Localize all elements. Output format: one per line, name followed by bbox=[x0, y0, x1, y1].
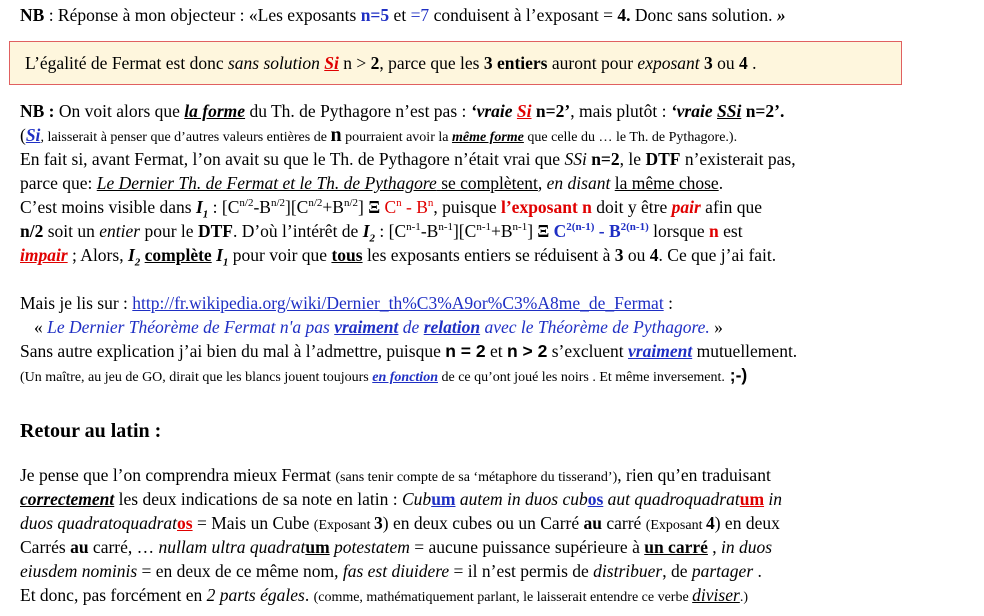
nb-objecteur-line bbox=[20, 4, 786, 26]
text: eiusdem nominis bbox=[20, 561, 138, 581]
text: n > bbox=[338, 53, 371, 73]
text: n-1 bbox=[406, 221, 421, 234]
text-line bbox=[20, 340, 797, 362]
text: n/2 bbox=[239, 197, 254, 210]
text: ) bbox=[714, 513, 721, 533]
text-line bbox=[20, 148, 796, 170]
text: , le bbox=[619, 149, 646, 169]
text: , rien qu’en traduisant bbox=[617, 465, 771, 485]
fermat-conclusion-box bbox=[9, 41, 902, 85]
text: = aucune puissance supérieure à bbox=[409, 537, 645, 557]
text: l’exposant n bbox=[500, 197, 592, 217]
text: pour voir que bbox=[228, 245, 332, 265]
text: ) bbox=[382, 513, 389, 533]
text: ‘vraie bbox=[470, 101, 517, 121]
text: I bbox=[127, 245, 135, 265]
text: On voit alors que bbox=[54, 101, 185, 121]
text-line bbox=[20, 512, 780, 537]
text: ou bbox=[712, 53, 740, 73]
text: Le Dernier Théorème de Fermat n'a pas bbox=[47, 317, 335, 337]
text: n=5 bbox=[360, 5, 390, 25]
text: n bbox=[330, 124, 342, 146]
text: n bbox=[427, 197, 434, 210]
text: 2 parts égales bbox=[206, 585, 305, 605]
text: (Un maître, au jeu de GO, dirait que les blancs jouent toujours bbox=[20, 370, 373, 385]
text: ][C bbox=[285, 197, 309, 217]
text: n=2’ bbox=[531, 101, 571, 121]
text: - B bbox=[401, 197, 428, 217]
text: correctement bbox=[20, 489, 115, 509]
text: pour le bbox=[140, 221, 198, 241]
nb-label: NB : bbox=[20, 101, 55, 121]
text-line bbox=[20, 536, 772, 558]
text: 2 bbox=[370, 53, 380, 73]
text: : bbox=[663, 293, 673, 313]
text: L’égalité de Fermat est donc bbox=[25, 53, 228, 73]
text-line bbox=[20, 244, 777, 269]
text: : Réponse à mon objecteur : «Les exposants bbox=[44, 5, 361, 25]
text: SSi bbox=[717, 101, 742, 121]
text: potestatem bbox=[329, 537, 410, 557]
text: 3 bbox=[614, 245, 624, 265]
text: , en disant bbox=[537, 173, 615, 193]
text: autem in duos cub bbox=[455, 489, 588, 509]
text: n = 2 bbox=[445, 341, 486, 361]
text: Et donc, pas forcément en bbox=[20, 585, 207, 605]
text: ou bbox=[623, 245, 650, 265]
section-heading: Retour au latin : bbox=[20, 420, 162, 442]
text: 4. bbox=[617, 5, 631, 25]
text: = il n’est permis de bbox=[449, 561, 594, 581]
text: (Exposant bbox=[645, 518, 706, 533]
text: de bbox=[398, 317, 424, 337]
text: ( bbox=[20, 125, 26, 145]
text: +B bbox=[322, 197, 344, 217]
text: Si bbox=[324, 53, 339, 73]
text: les exposants entiers se réduisent à bbox=[362, 245, 615, 265]
text: Si bbox=[25, 125, 41, 145]
text: I bbox=[216, 245, 223, 265]
text: impair bbox=[20, 245, 68, 265]
text-line bbox=[20, 488, 782, 510]
text: complète bbox=[144, 245, 212, 265]
nb-pythagore-line bbox=[20, 100, 784, 122]
text: 3 entiers bbox=[483, 53, 548, 73]
text: » bbox=[772, 5, 786, 25]
text: conduisent à l’exposant = bbox=[429, 5, 618, 25]
text: os bbox=[587, 489, 604, 509]
text: 3 bbox=[374, 513, 383, 533]
text: Carrés bbox=[20, 537, 71, 557]
text: n/2 bbox=[343, 197, 359, 210]
text: entier bbox=[99, 221, 141, 241]
text: les deux indications de sa note en latin : bbox=[114, 489, 402, 509]
text: , puisque bbox=[433, 197, 501, 217]
text: 2(n-1) bbox=[566, 221, 595, 234]
text-line bbox=[20, 584, 748, 609]
equivalence-symbol: Ξ bbox=[368, 197, 381, 217]
text: = Mais un Cube bbox=[192, 513, 314, 533]
quote-line bbox=[34, 316, 723, 338]
text: distribuer bbox=[593, 561, 663, 581]
text: +B bbox=[490, 221, 513, 241]
text: n/2 bbox=[270, 197, 286, 210]
text: 2 bbox=[369, 232, 376, 245]
text: sans solution bbox=[227, 53, 325, 73]
text: in duos bbox=[721, 537, 773, 557]
wikipedia-link[interactable]: http://fr.wikipedia.org/wiki/Dernier_th%C3%A9or%C3%A8me_de_Fermat bbox=[132, 293, 664, 313]
text: n’existerait pas, bbox=[680, 149, 796, 169]
text: Mais je lis sur : bbox=[20, 293, 133, 313]
text: n bbox=[709, 221, 719, 241]
text: , bbox=[707, 537, 722, 557]
text: « bbox=[34, 317, 48, 337]
text: C bbox=[549, 221, 567, 241]
text: 2 bbox=[134, 256, 141, 269]
text: partager bbox=[691, 561, 754, 581]
text: 4 bbox=[739, 53, 748, 73]
text: . D’où l’intérêt de bbox=[232, 221, 363, 241]
text: avec le Théorème de Pythagore. bbox=[480, 317, 710, 337]
text: 1 bbox=[222, 256, 229, 269]
text: de ce qu’ont joué les noirs . Et même inversement. bbox=[437, 370, 725, 385]
text: pourraient avoir la bbox=[341, 130, 452, 145]
text: lorsque bbox=[648, 221, 710, 241]
text: -B bbox=[420, 221, 439, 241]
text: 3 bbox=[704, 53, 713, 73]
text: auront pour bbox=[547, 53, 638, 73]
si-remark-line bbox=[20, 124, 737, 149]
text: un carré bbox=[644, 537, 708, 557]
text: , laisserait à penser que d’autres valeurs entières de bbox=[40, 130, 331, 145]
text: Donc sans solution. bbox=[630, 5, 773, 25]
text-line bbox=[20, 464, 771, 489]
text: carré bbox=[601, 513, 646, 533]
text: et bbox=[485, 341, 507, 361]
text: um bbox=[305, 537, 330, 557]
text: -B bbox=[253, 197, 271, 217]
text: , parce que les bbox=[379, 53, 484, 73]
text: n/2 bbox=[308, 197, 323, 210]
text: (Exposant bbox=[313, 518, 375, 533]
text: s’excluent bbox=[547, 341, 629, 361]
text: en deux cubes ou un Carré bbox=[388, 513, 584, 533]
text: Si bbox=[516, 101, 532, 121]
text: um bbox=[739, 489, 765, 509]
text: n=2’. bbox=[741, 101, 785, 121]
text: exposant bbox=[637, 53, 700, 73]
text: n=2 bbox=[586, 149, 620, 169]
text: 4 bbox=[649, 245, 659, 265]
text: DTF bbox=[197, 221, 233, 241]
text: Cub bbox=[402, 489, 432, 509]
text: nullam ultra quadrat bbox=[158, 537, 306, 557]
text: parce que: bbox=[20, 173, 97, 193]
text: I bbox=[195, 197, 203, 217]
text: se complètent bbox=[436, 173, 538, 193]
text: au bbox=[70, 537, 89, 557]
text: soit un bbox=[43, 221, 100, 241]
text: n-1 bbox=[438, 221, 453, 234]
text: Je pense que l’on comprendra mieux Fermat bbox=[20, 465, 336, 485]
text-line bbox=[20, 172, 723, 194]
text: C’est moins visible dans bbox=[20, 197, 196, 217]
text: ][C bbox=[452, 221, 477, 241]
text: même forme bbox=[451, 130, 524, 145]
text: : [C bbox=[208, 197, 240, 217]
text: 1 bbox=[202, 208, 209, 221]
text: en deux bbox=[720, 513, 780, 533]
text: (comme, mathématiquement parlant, le laisserait entendre ce verbe bbox=[313, 590, 693, 605]
text: la même chose bbox=[614, 173, 719, 193]
text: » bbox=[709, 317, 723, 337]
text: ; Alors, bbox=[67, 245, 128, 265]
text: doit y être bbox=[591, 197, 672, 217]
text: um bbox=[431, 489, 456, 509]
text: ] bbox=[358, 197, 369, 217]
text: SSi bbox=[564, 149, 587, 169]
text: afin que bbox=[700, 197, 763, 217]
text: in bbox=[764, 489, 783, 509]
text: tous bbox=[331, 245, 363, 265]
text: . bbox=[753, 561, 762, 581]
text: os bbox=[177, 513, 193, 533]
text-line bbox=[20, 560, 762, 582]
text: n-1 bbox=[512, 221, 528, 234]
text: et bbox=[389, 5, 411, 25]
text: vraiment bbox=[334, 317, 399, 337]
text: que celle du … le Th. de Pythagore.). bbox=[523, 130, 738, 145]
wikipedia-line bbox=[20, 292, 673, 314]
text: au bbox=[583, 513, 602, 533]
text: ] bbox=[527, 221, 538, 241]
text: =7 bbox=[410, 5, 430, 25]
text: n > 2 bbox=[506, 341, 548, 361]
text: la forme bbox=[184, 101, 246, 121]
text: n/2 bbox=[20, 221, 44, 241]
text: vraiment bbox=[628, 341, 693, 361]
text: - B bbox=[594, 221, 621, 241]
text: est bbox=[718, 221, 743, 241]
text: , mais plutôt : bbox=[570, 101, 671, 121]
text: carré, … bbox=[88, 537, 159, 557]
equivalence-symbol: Ξ bbox=[537, 221, 550, 241]
text: 4 bbox=[705, 513, 715, 533]
box-text bbox=[25, 53, 757, 74]
text: mutuellement. bbox=[692, 341, 798, 361]
text: ‘vraie bbox=[670, 101, 717, 121]
text: (sans tenir compte de sa ‘métaphore du tisserand’) bbox=[335, 470, 618, 485]
formula-line-i2 bbox=[20, 220, 743, 245]
text: = en deux de ce même nom, bbox=[137, 561, 343, 581]
text: n-1 bbox=[476, 221, 491, 234]
text-line bbox=[20, 364, 747, 389]
text: n bbox=[396, 197, 402, 210]
text: ;-) bbox=[724, 365, 748, 385]
text: pair bbox=[671, 197, 701, 217]
text: , de bbox=[662, 561, 692, 581]
text: diviser bbox=[692, 585, 740, 605]
text: Sans autre explication j’ai bien du mal à l’admettre, puisque bbox=[20, 341, 446, 361]
text: .) bbox=[739, 590, 748, 605]
text: . bbox=[718, 173, 724, 193]
text: duos quadratoquadrat bbox=[20, 513, 178, 533]
text: . bbox=[747, 53, 757, 73]
text: DTF bbox=[645, 149, 681, 169]
formula-line-i1 bbox=[20, 196, 763, 221]
text: Le Dernier Th. de Fermat et le Th. de Pythagore bbox=[96, 173, 437, 193]
text: relation bbox=[423, 317, 481, 337]
text: 2(n-1) bbox=[620, 221, 649, 234]
text: du Th. de Pythagore n’est pas : bbox=[245, 101, 471, 121]
text: I bbox=[362, 221, 370, 241]
text: fas est diuidere bbox=[342, 561, 450, 581]
text: . bbox=[304, 585, 314, 605]
text: . Ce que j’ai fait. bbox=[658, 245, 777, 265]
text: C bbox=[380, 197, 397, 217]
nb-label: NB bbox=[20, 5, 45, 25]
text: aut quadroquadrat bbox=[603, 489, 740, 509]
text: En fait si, avant Fermat, l’on avait su que le Th. de Pythagore n’était vrai que bbox=[20, 149, 565, 169]
text: : [C bbox=[375, 221, 407, 241]
text: en fonction bbox=[372, 370, 438, 385]
